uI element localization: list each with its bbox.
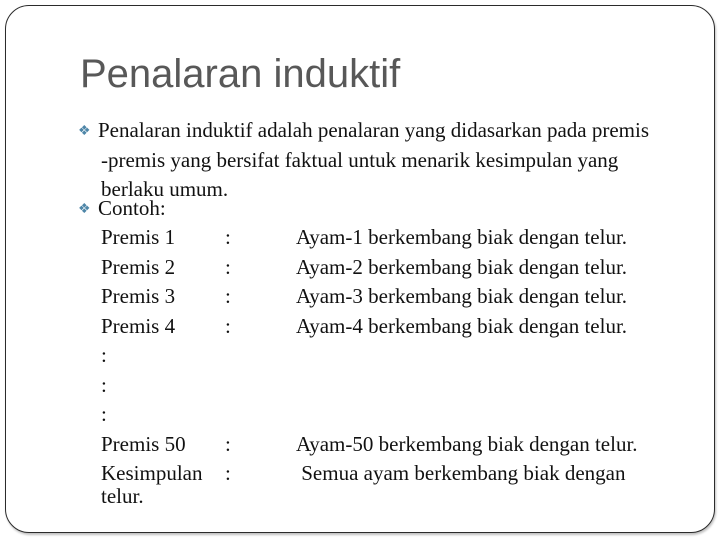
bullet-icon: ❖ [78, 202, 91, 217]
definition-line-3: berlaku umum. [101, 177, 229, 201]
row-label: Premis 50 [101, 431, 186, 456]
row-colon: : [225, 431, 231, 456]
row-text: Ayam-1 berkembang biak dengan telur. [296, 225, 628, 249]
slide-title: Penalaran induktif [80, 52, 401, 96]
definition-line-1: Penalaran induktif adalah penalaran yang didasarkan pada premis [98, 118, 650, 142]
row-colon: : [225, 313, 231, 338]
row-label: : [101, 372, 107, 397]
row-text: Ayam-50 berkembang biak dengan telur. [296, 431, 638, 456]
example-bullet [78, 194, 166, 225]
row-label: Premis 4 [101, 313, 176, 338]
row-text: Semua ayam berkembang biak dengan [296, 461, 626, 485]
row-colon: : [225, 284, 231, 308]
definition-line-2: -premis yang bersifat faktual untuk menarik kesimpulan yang [101, 147, 619, 172]
row-label: : [101, 402, 107, 426]
row-text: Ayam-4 berkembang biak dengan telur. [296, 313, 628, 338]
row-colon: : [225, 225, 231, 249]
example-label: Contoh: [98, 196, 166, 220]
row-label: Premis 2 [101, 254, 176, 279]
row-label: Premis 1 [101, 225, 176, 249]
row-text: Ayam-3 berkembang biak dengan telur. [296, 284, 628, 308]
row-label: Premis 3 [101, 284, 176, 308]
bullet-icon: ❖ [78, 124, 91, 139]
row-colon: : [225, 461, 231, 485]
row-text: Ayam-2 berkembang biak dengan telur. [296, 254, 628, 279]
row-label: telur. [101, 484, 144, 508]
row-colon: : [225, 254, 231, 279]
row-label: Kesimpulan [101, 461, 203, 485]
definition-bullet [78, 116, 649, 147]
row-label: : [101, 343, 107, 367]
